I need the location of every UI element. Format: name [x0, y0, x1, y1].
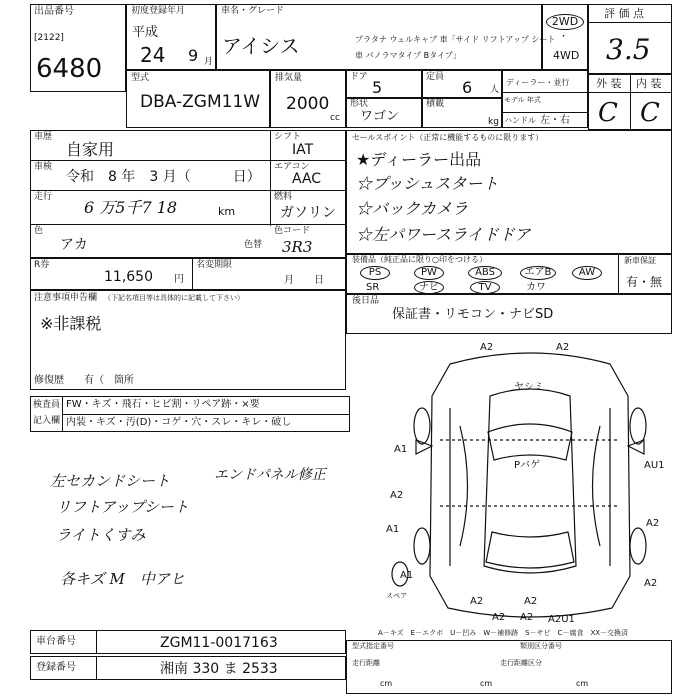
lot-code: [2122] — [34, 33, 64, 43]
new-car-label: 新車保証 — [624, 256, 656, 265]
doors-value: 5 — [372, 78, 383, 97]
color-code-value: 3R3 — [282, 238, 313, 256]
mark-rear-1: A2 — [470, 596, 484, 607]
color-num-label: 色替 — [244, 240, 263, 250]
shift-value: IAT — [292, 142, 314, 158]
score-divider — [588, 22, 672, 23]
inspector-row2: 内装・キズ・汚(D)・コゲ・穴・スレ・キレ・破し — [66, 417, 292, 428]
equip-leather: カワ — [526, 282, 546, 293]
mileage-value: 6 万5千7 18 — [84, 198, 178, 217]
chassis-div — [96, 630, 97, 654]
equip-aw: AW — [572, 266, 602, 280]
load-unit: kg — [488, 117, 499, 127]
recycle-unit: 円 — [174, 274, 184, 285]
ac-value: AAC — [292, 171, 322, 187]
body-label: 形状 — [350, 99, 369, 109]
equip-ps: PS — [360, 266, 390, 280]
history-value: 自家用 — [66, 140, 115, 159]
mileage-class-label2: 走行距離区分 — [500, 659, 542, 667]
cm-1: cm — [380, 679, 393, 688]
mileage-unit: km — [218, 205, 236, 218]
repair-label: 修復歴 — [34, 375, 64, 386]
mark-right-mid: A2 — [646, 518, 660, 529]
fuel-value: ガソリン — [280, 205, 336, 221]
type-label: 型式 — [131, 73, 150, 83]
lot-number: 6480 — [36, 54, 103, 84]
selling-label: セールスポイント（正常に機能するものに限ります） — [352, 133, 544, 142]
notes-box — [30, 290, 346, 390]
color-value: アカ — [60, 237, 88, 253]
grade-line2: 車 パノラマタイプ Bタイプ」 — [355, 51, 461, 60]
recycle-value: 11,650 — [104, 269, 153, 285]
diagram-legend: A－キズ E－エクボ U－凹み W－補修跡 S－サビ C－腐食 XX－交換済 — [378, 629, 629, 637]
selling-item-3: ☆バックカメラ — [356, 199, 469, 218]
hist-div2 — [30, 190, 346, 191]
model-year-label: モデル 年式 — [504, 96, 541, 104]
mileage-class-label: 走行距離 — [352, 659, 380, 667]
reg-month-unit: 月 — [204, 57, 214, 67]
equip-navi: ナビ — [414, 281, 444, 294]
attached-label: 後日品 — [352, 296, 380, 306]
reg-year: 24 — [140, 43, 166, 67]
handnote-4: 各キズ M 中アヒ — [60, 570, 185, 588]
mark-front-left: A2 — [480, 342, 494, 353]
car-diagram — [380, 336, 680, 626]
int-grade: C — [640, 98, 660, 128]
mark-front-right: A2 — [556, 342, 570, 353]
disp-value: 2000 — [286, 94, 330, 114]
plate-label: 登録番号 — [36, 662, 76, 673]
mark-left-rear: A1 — [400, 570, 414, 581]
hist-div1 — [30, 160, 346, 161]
type-value: DBA-ZGM11W — [140, 92, 261, 112]
ref-label2: 類別区分番号 — [520, 642, 562, 650]
history-label: 車歴 — [34, 132, 53, 142]
handnote-5: エンドパネル修正 — [214, 467, 326, 483]
disp-label: 排気量 — [275, 73, 303, 83]
dealer-label: ディーラー・並行 — [506, 78, 570, 87]
mark-left-front: A1 — [394, 444, 408, 455]
first-reg-label: 初度登録年月 — [131, 6, 186, 16]
disp-unit: cc — [330, 113, 340, 123]
selling-item-1: ★ディーラー出品 — [356, 150, 482, 169]
load-label: 積載 — [426, 99, 445, 109]
mark-rear-3: A2U1 — [548, 614, 575, 625]
mark-roof: ヤシミ — [514, 382, 544, 393]
mark-rear-2: A2 — [520, 612, 534, 623]
chassis-label: 車台番号 — [36, 636, 76, 647]
cm-3: cm — [576, 679, 589, 688]
shift-col — [270, 130, 271, 226]
equip-airbag: エアB — [520, 266, 556, 280]
shaken-value: 令和 8 年 3 月（ 日） — [66, 169, 261, 185]
notes-value: ※非課税 — [40, 314, 102, 333]
repair-value: 有（ 箇所 — [84, 375, 134, 386]
selling-item-2: ☆プッシュスタート — [356, 174, 499, 193]
handnote-3: ライトくすみ — [56, 526, 146, 544]
notes-sub: （下記名項目等は具体的に記載して下さい） — [104, 294, 244, 302]
footer-right-box — [346, 640, 672, 694]
recycle-label: R券 — [34, 260, 50, 270]
color-label: 色 — [34, 226, 44, 236]
handle-value: 左・右 — [540, 115, 570, 126]
recycle-div — [192, 258, 193, 290]
inspector-row-div — [62, 414, 350, 415]
doors-label: ドア — [350, 72, 368, 82]
seats-unit: 人 — [490, 85, 500, 95]
dealer-divider — [502, 92, 588, 93]
ac-label: エアコン — [274, 162, 310, 172]
mark-rear-5: A2 — [492, 612, 506, 623]
equip-sr: SR — [366, 282, 380, 293]
seats-value: 6 — [462, 78, 473, 97]
mark-right-rear: A2 — [644, 578, 658, 589]
score-label: 評 価 点 — [604, 7, 644, 20]
drive-2wd: 2WD — [546, 14, 584, 30]
name-change-label: 名変期限 — [196, 260, 233, 270]
new-car-col — [618, 254, 619, 294]
handnote-2: リフトアップシート — [56, 498, 189, 516]
mark-left-mid: A2 — [390, 490, 404, 501]
handle-divider — [502, 112, 588, 113]
equip-tv: TV — [470, 281, 500, 294]
mark-right-front: AU1 — [644, 460, 665, 471]
plate-value: 湘南 330 ま 2533 — [160, 661, 278, 677]
name-change-unit: 月 日 — [284, 275, 324, 286]
mark-left-low: A1 — [386, 524, 400, 535]
ext-label: 外 装 — [596, 77, 622, 90]
ext-grade: C — [598, 98, 618, 128]
reg-month: 9 — [188, 46, 199, 65]
plate-div — [96, 656, 97, 680]
grade-divider-v — [630, 74, 631, 130]
int-label: 内 装 — [636, 77, 662, 90]
mark-center: Pバゲ — [514, 460, 541, 471]
body-value: ワゴン — [360, 109, 400, 124]
model-name: アイシス — [222, 34, 300, 58]
shaken-label: 車検 — [34, 162, 53, 172]
drive-4wd: 4WD — [553, 49, 580, 62]
cm-2: cm — [480, 679, 493, 688]
new-car-options: 有・無 — [626, 275, 663, 289]
mileage-label: 走行 — [34, 192, 53, 202]
score-value: 3.5 — [606, 33, 651, 66]
selling-item-4: ☆左パワースライドドア — [356, 225, 531, 244]
chassis-value: ZGM11-0017163 — [160, 635, 278, 651]
handnote-1: 左セカンドシート — [50, 472, 171, 490]
equipment-label: 装備品（純正品に限り○印をつける） — [352, 255, 487, 264]
hist-div3 — [30, 224, 346, 225]
inspector-row1: FW・キズ・飛石・ヒビ割・リペア跡・×要 — [66, 399, 260, 410]
drive-dot: ・ — [559, 32, 569, 42]
handle-label: ハンドル — [504, 116, 536, 125]
grade-line1: プラタナ ウェルキャブ 車「サイド リフトアップ シート — [355, 35, 556, 44]
ref-label: 型式指定番号 — [352, 642, 394, 650]
color-code-label: 色コード — [274, 226, 311, 236]
seats-label: 定員 — [426, 72, 445, 82]
model-label: 車名・グレード — [221, 6, 285, 16]
spare-label: スペア — [386, 592, 407, 600]
notes-label: 注意事項申告欄 — [34, 293, 98, 303]
inspector-label2: 記入欄 — [33, 416, 61, 426]
fuel-label: 燃料 — [274, 192, 293, 202]
inspector-label1: 検査員 — [33, 400, 61, 410]
equip-abs: ABS — [468, 266, 502, 280]
era: 平成 — [132, 25, 159, 40]
lot-label: 出品番号 — [34, 6, 74, 17]
attached-value: 保証書・リモコン・ナビSD — [392, 307, 554, 322]
equip-pw: PW — [414, 266, 444, 280]
shift-label: シフト — [274, 132, 302, 142]
mark-rear-4: A2 — [524, 596, 538, 607]
